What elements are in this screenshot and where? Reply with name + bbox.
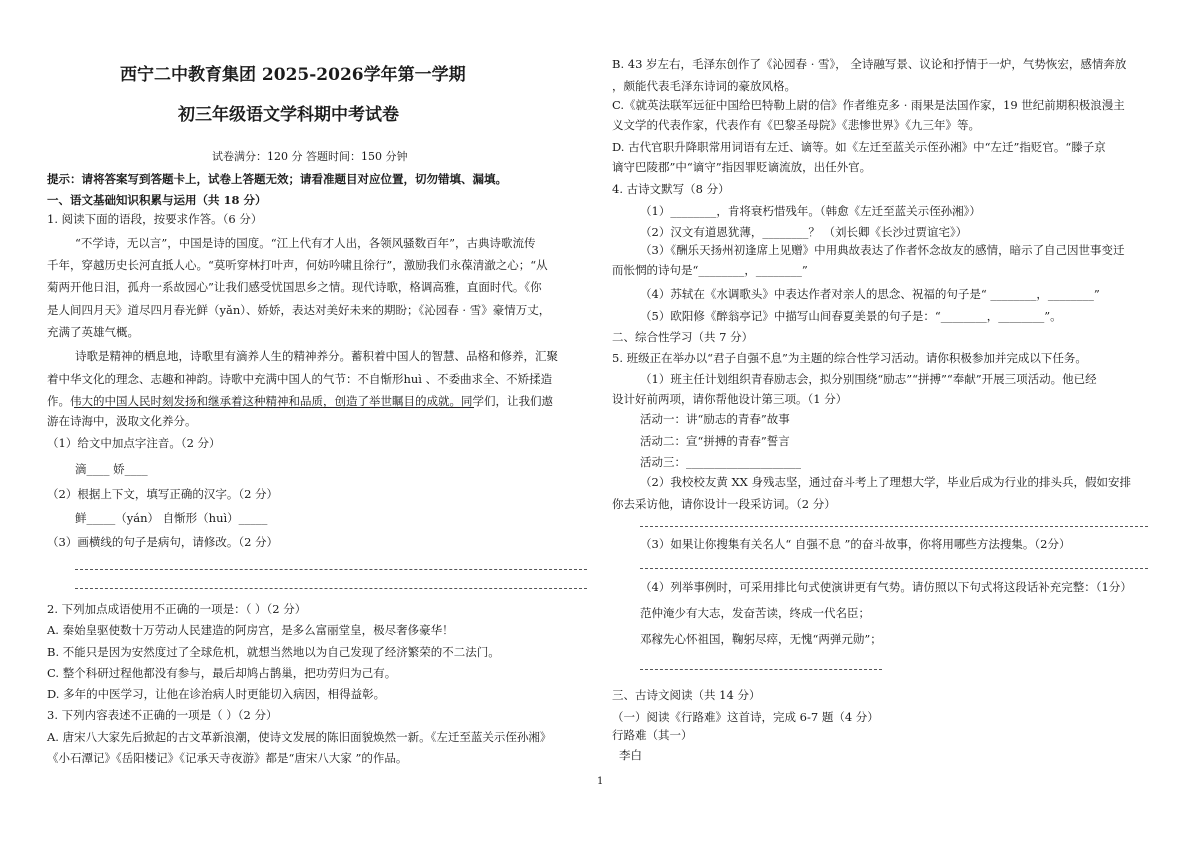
question-5-1: （1）班主任计划组织青春励志会，拟分别围绕“励志”“拼搏”“奉献”开展三项活动。他已经 (640, 372, 1097, 386)
question-1-3: （3）画横线的句子是病句，请修改。（2 分） (47, 535, 279, 549)
question-5-3: （3）如果让你搜集有关名人“ 自强不息 ”的奋斗故事，你将用哪些方法搜集。（2分） (640, 537, 1071, 551)
option-d: D. 古代官职升降职常用词语有左迁、谪等。如《左迁至蓝关示侄孙湘》中“左迁”指贬官。“滕子京 (612, 140, 1106, 154)
option-d-cont: 谪守巴陵郡”中“谪守”指因罪贬谪流放，出任外官。 (612, 160, 872, 174)
passage-line: 菊两开他日泪，孤舟一系故园心”让我们感受忧国思乡之情。现代诗歌，格调高雅，直面时代。《你 (47, 280, 542, 294)
answer-blank-line[interactable]: 滴____ 娇____ (75, 462, 148, 476)
passage-line: 游在诗海中，汲取文化养分。 (47, 414, 197, 428)
option-a: A. 秦始皇驱使数十万劳动人民建造的阿房宫，是多么富丽堂皇，极尽奢侈豪华！ (47, 623, 454, 637)
passage-line: 充满了英雄气概。 (47, 325, 139, 339)
passage-line: 诗歌是精神的栖息地，诗歌里有滴养人生的精神养分。蓄积着中国人的智慧、品格和修养，汇聚 (75, 349, 558, 363)
option-b-cont: ，颇能代表毛泽东诗词的豪放风格。 (612, 79, 796, 93)
recitation-3-cont[interactable]: 而怅惘的诗句是“________，________” (612, 263, 808, 277)
exam-notice: 提示：请将答案写到答题卡上，试卷上答题无效；请看准题目对应位置，切勿错填、漏填。 (47, 172, 507, 186)
section-two-heading: 二、综合性学习（共 7 分） (612, 330, 754, 344)
recitation-4[interactable]: （4）苏轼在《水调歌头》中表达作者对亲人的思念、祝福的句子是“ ________，________” (640, 287, 1100, 301)
exam-info: 试卷满分：120 分 答题时间：150 分钟 (212, 150, 408, 163)
answer-dashed-line[interactable] (640, 526, 1148, 527)
example-line: 邓稼先心怀祖国，鞠躬尽瘁，无愧“两弹元勋”； (640, 632, 882, 646)
option-b: B. 不能只是因为安然度过了全球危机，就想当然地以为自己发现了经济繁荣的不二法门。 (47, 645, 500, 659)
question-5-stem: 5. 班级正在举办以“君子自强不息”为主题的综合性学习活动。请你积极参加并完成以下任务。 (612, 351, 1087, 365)
poem-author: 李白 (619, 748, 642, 762)
question-1-stem: 1. 阅读下面的语段，按要求作答。（6 分） (47, 212, 263, 226)
passage-line: 千年，穿越历史长河直抵人心。“莫听穿林打叶声，何妨吟啸且徐行”，激励我们永葆清澈之心；“从 (47, 258, 548, 272)
option-c-cont: 义文学的代表作家，代表作有《巴黎圣母院》《悲惨世界》《九三年》等。 (612, 118, 980, 132)
question-5-4: （4）列举事例时，可采用排比句式使演讲更有气势。请仿照以下句式将这段话补充完整：（1分） (640, 580, 1132, 594)
recitation-1[interactable]: （1）________，肯将衰朽惜残年。（韩愈《左迁至蓝关示侄孙湘》） (640, 204, 981, 218)
section-three-heading: 三、古诗文阅读（共 14 分） (612, 688, 761, 702)
question-6-7-stem: （一）阅读《行路难》这首诗，完成 6-7 题（4 分） (612, 710, 879, 724)
exam-title: 西宁二中教育集团 2025-2026学年第一学期 (120, 65, 466, 85)
poem-title: 行路难（其一） (612, 728, 693, 742)
activity-three[interactable]: 活动三：____________________ (640, 455, 801, 469)
question-4-stem: 4. 古诗文默写（8 分） (612, 182, 730, 196)
question-5-2-cont: 你去采访他，请你设计一段采访词。（2 分） (612, 497, 836, 511)
answer-dashed-line[interactable] (75, 569, 587, 570)
option-a: A. 唐宋八大家先后掀起的古文革新浪潮，使诗文发展的陈旧面貌焕然一新。《左迁至蓝关示侄孙湘》 (47, 730, 552, 744)
section-one-heading: 一、语文基础知识积累与运用（共 18 分） (47, 193, 267, 207)
answer-dashed-line[interactable] (640, 568, 1148, 569)
question-2-stem: 2. 下列加点成语使用不正确的一项是：（ ）（2 分） (47, 602, 307, 616)
recitation-3: （3）《酬乐天扬州初逢席上见赠》中用典故表达了作者怀念故友的感情，暗示了自己因世事变迁 (640, 243, 1125, 257)
activity-two: 活动二：宣“拼搏的青春”誓言 (640, 434, 790, 448)
answer-dashed-line[interactable] (75, 588, 587, 589)
underlined-sentence-rule (74, 407, 474, 408)
option-b: B. 43 岁左右，毛泽东创作了《沁园春 · 雪》， 全诗融写景、议论和抒情于一炉，气势恢宏，感情奔放 (612, 57, 1127, 71)
example-line: 范仲淹少有大志，发奋苦读，终成一代名臣； (640, 606, 870, 620)
answer-dashed-line[interactable] (640, 669, 882, 670)
passage-line: “不学诗，无以言”，中国是诗的国度。“江上代有才人出，各领风骚数百年”，古典诗歌流传 (75, 236, 536, 250)
option-c: C. 整个科研过程他都没有参与，最后却鸠占鹊巢，把功劳归为己有。 (47, 666, 397, 680)
recitation-5[interactable]: （5）欧阳修《醉翁亭记》中描写山间春夏美景的句子是：“________，________”。 (640, 309, 1062, 323)
exam-subtitle: 初三年级语文学科期中考试卷 (178, 105, 399, 125)
passage-line: 作。伟大的中国人民时刻发扬和继承着这种精神和品质，创造了举世瞩目的成就。同学们，让我们遨 (47, 394, 553, 408)
question-3-stem: 3. 下列内容表述不正确的一项是（ ）（2 分） (47, 708, 278, 722)
question-1-2: （2）根据上下文，填写正确的汉字。（2 分） (47, 487, 279, 501)
option-d: D. 多年的中医学习，让他在诊治病人时更能切入病因，相得益彰。 (47, 687, 386, 701)
page-number: 1 (597, 776, 604, 787)
passage-line: 是人间四月天》道尽四月春光鲜（yǎn）、娇娇，表达对美好未来的期盼；《沁园春 · 雪》豪情万丈， (47, 303, 551, 317)
activity-one: 活动一：讲“励志的青春”故事 (640, 412, 790, 426)
option-c: C.《就英法联军远征中国给巴特勒上尉的信》作者维克多 · 雨果是法国作家，19 世纪前期积极浪漫主 (612, 98, 1125, 112)
passage-line: 着中华文化的理念、志趣和神韵。诗歌中充满中国人的气节：不自惭形huì 、不委曲求全、不矫揉造 (47, 372, 553, 386)
question-5-2: （2）我校校友黄 XX 身残志坚，通过奋斗考上了理想大学，毕业后成为行业的排头兵，假如安排 (640, 475, 1131, 489)
answer-blank-line[interactable]: 鲜_____（yán） 自惭形（huì）_____ (75, 511, 268, 525)
question-1-1: （1）给文中加点字注音。（2 分） (47, 436, 221, 450)
recitation-2[interactable]: （2）汉文有道恩犹薄，________？ （刘长卿《长沙过贾谊宅》） (640, 225, 968, 239)
question-5-1-cont: 设计好前两项，请你帮他设计第三项。（1 分） (612, 392, 848, 406)
option-a-cont: 《小石潭记》《岳阳楼记》《记承天寺夜游》都是“唐宋八大家 ”的作品。 (47, 751, 408, 765)
